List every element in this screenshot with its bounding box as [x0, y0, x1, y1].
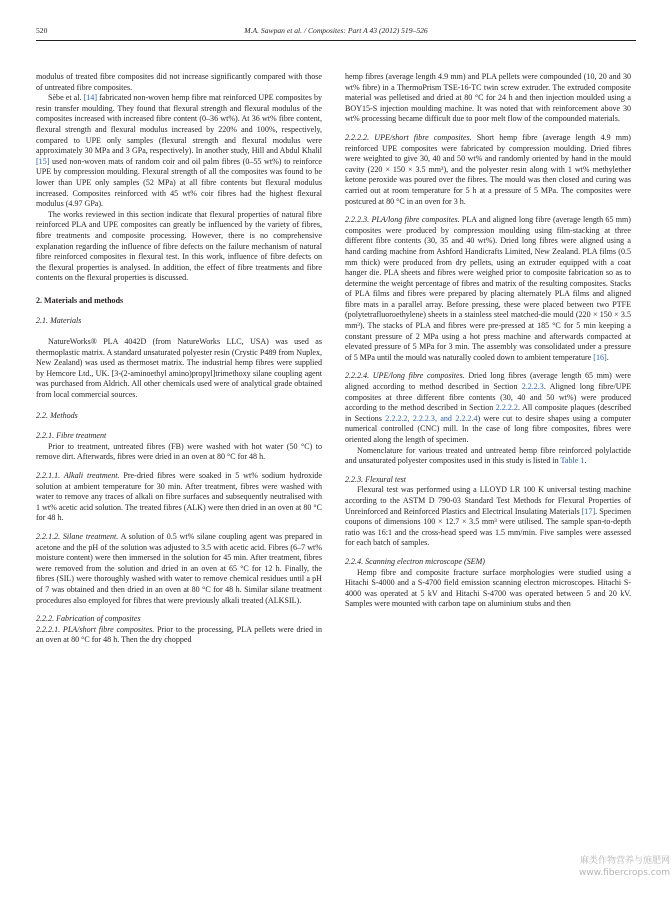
- header-rule: [36, 40, 636, 41]
- paragraph: Prior to treatment, untreated fibres (FB) were washed with hot water (50 °C) to remove dirt. Afterwards, fibres were dried in an oven at 80 °C for 48 h.: [36, 441, 322, 462]
- section-link[interactable]: 2.2.2.3: [521, 382, 544, 392]
- subsection-heading: 2.2. Methods: [36, 410, 78, 420]
- watermark-cn: 麻类作物营养与施肥网: [579, 856, 670, 866]
- page-number: 520: [36, 26, 48, 35]
- paragraph-pla-long: 2.2.2.3. PLA/long fibre composites. PLA and aligned long fibre (average length 65 mm) composites were produced by compression moulding using film-stacking at three different fibre contents (30, 35 and 40 wt%). Dried long fibres were aligned using a hand carding machine from Ashford Handicrafts Limited, New Zealand. PLA films (0.5 mm thick) were produced from dry pellets, using an extruder equipped with a coat hanger die. PLA sheets and fibres were weighed prior to composite fabrication so as to determine the weight percentage of fibres and matrix of the resulting composites. Stacks of PLA films and fibres were prepared by placing alternately PLA films and aligned fibre mats in a parallel array. Before pressing, these were placed between two PTFE (polytetrafluoroethylene) sheets in a stainless steel matched-die mould (220 × 150 × 3.5 mm³). The stacks of PLA and fibres were pre-pressed at 185 °C for 5 min keeping a constant pressure of 2 MPa using a hot press machine and afterwards compacted at elevated pressure of 5 MPa for 3 min. The assembly was consolidated under a pressure of 5 MPa until the mould was naturally cooled down to ambient temperature [16].: [345, 215, 631, 362]
- running-header: [36, 26, 636, 42]
- section-link[interactable]: 2.2.2.2: [495, 403, 518, 413]
- run-in-heading: 2.2.1.1. Alkali treatment.: [36, 471, 120, 480]
- paragraph-pla-short: 2.2.2.1. PLA/short fibre composites. Prior to the processing, PLA pellets were dried in an oven at 80 °C for 48 h. Then the dry chopped: [36, 624, 323, 645]
- paragraph: Hemp fibre and composite fracture surface morphologies were studied using a Hitachi S-4000 and a S-4700 field emission scanning electron microscopes. Hitachi S-4000 was operated at 5 kV and Hitachi S-4700 was operated between 5 and 20 kV. Samples were mounted with carbon tape on aluminium stubs and then: [345, 567, 631, 609]
- watermark-url: www.fibercrops.com: [579, 868, 670, 878]
- paragraph: NatureWorks® PLA 4042D (from NatureWorks LLC, USA) was used as thermoplastic matrix. A standard unsaturated polyester resin (Crystic P489 from Nuplex, New Zealand) was used as thermoset matrix. The industrial hemp fibres were supplied by Hemcore Ltd., UK. [3-(2-aminoethyl amino)propyl]trimethoxy silane coupling agent was purchased from Aldrich. All other chemicals used were of analytical grade obtained from local commercial sources.: [36, 337, 322, 400]
- paragraph-nomenclature: Nomenclature for various treated and untreated hemp fibre reinforced polylactide and unsaturated polyester composites used in this study is listed in Table 1.: [345, 445, 631, 466]
- paragraph-flexural: Flexural test was performed using a LLOYD LR 100 K universal testing machine according to the ASTM D 790-03 Standard Test Methods for Flexural Properties of Unreinforced and Reinforced Plastics and Electrical Insulating Materials [17]. Specimen coupons of dimensions 100 × 12.7 × 3.5 mm³ were utilised. The sample span-to-depth ratio was 16:1 and the cross-head speed was 1.5 mm/min. Five samples were assessed for each batch of samples.: [345, 485, 631, 548]
- citation-link[interactable]: [17]: [581, 506, 596, 516]
- paragraph: hemp fibres (average length 4.9 mm) and PLA pellets were compounded (10, 20 and 30 wt% fibre) in a ThermoPrism TSE-16-TC twin screw extruder. The extruded composite material was pelletised and dried at 80 °C for 24 h and then injection moulded using a BOY15-S injection moulding machine. It was noted that with reinforcement above 30 wt% processing became difficult due to poor melt flow of the compounded materials.: [345, 72, 631, 124]
- section-heading: 2. Materials and methods: [36, 295, 124, 305]
- table-link[interactable]: Table 1: [560, 456, 585, 466]
- paragraph-upe-short: 2.2.2.2. UPE/short fibre composites. Short hemp fibre (average length 4.9 mm) reinforced UPE composites were fabricated by compression moulding. Dried fibres were weighted to give 30, 40 and 50 wt% and randomly oriented by hand in the mould cavity (220 × 150 × 3.5 mm³), and the polyester resin along with 1 wt% methylether ketone peroxide was poured over the fibres. The mould was then closed and curing was carried out at room temperature for 5 h at a pressure of 5 MPa. The composites were postcured at 80 °C in an oven for 3 h.: [345, 132, 631, 206]
- section-link[interactable]: 2.2.2.2, 2.2.2.3, and 2.2.2.4: [385, 413, 478, 423]
- watermark: [470, 855, 670, 879]
- run-in-heading: 2.2.1.2. Silane treatment.: [36, 531, 119, 541]
- run-in-heading: 2.2.2.2. UPE/short fibre composites.: [345, 132, 472, 142]
- paragraph: The works reviewed in this section indicate that flexural properties of natural fibre reinforced PLA and UPE composites can greatly be influenced by the variety of fibres, fibre treatments and composite processing. However, there is no comprehensive explanation regarding the influence of fibre defects on the failure mechanism of natural fibre reinforced composites in flexural test. In this work, influence of fibre defects on the flexural properties is analysed. In addition, the effect of fibre treatments and fibre contents on the flexural properties is discussed.: [36, 209, 322, 283]
- paragraph: modulus of treated fibre composites did not increase significantly compared with those of untreated fibre composites.: [36, 72, 322, 92]
- run-in-heading: 2.2.2.4. UPE/long fibre composites.: [345, 371, 465, 381]
- paragraph-upe-long: 2.2.2.4. UPE/long fibre composites. Dried long fibres (average length 65 mm) were aligned according to method described in Section 2.2.2.3. Aligned long fibre/UPE composites at three different fibre contents (30, 40 and 50 wt%) were produced according to the method described in Section 2.2.2.2. All composite plaques (described in Sections 2.2.2.2, 2.2.2.3, and 2.2.2.4) were cut to desire shapes using a computer numerical controlled (CNC) mill. In the case of long fibre composites, fibres were oriented along the length of specimen.: [345, 371, 631, 444]
- left-column: [36, 72, 322, 646]
- subsection-heading: 2.2.1. Fibre treatment: [36, 431, 107, 441]
- citation-link[interactable]: [16]: [593, 352, 607, 362]
- citation-link[interactable]: [14]: [83, 93, 97, 103]
- subsection-heading: 2.2.2. Fabrication of composites: [36, 614, 141, 624]
- citation-link[interactable]: [15]: [36, 156, 50, 166]
- running-title: M.A. Sawpan et al. / Composites: Part A 43 (2012) 519–526: [244, 26, 428, 35]
- subsection-heading: 2.2.3. Flexural test: [345, 474, 407, 484]
- paragraph-sebe: Sèbe et al. [14] fabricated non-woven hemp fibre mat reinforced UPE composites by resin transfer moulding. They found that flexural strength and flexural modulus of the composites increased with increased fibre content (0–36 wt%). At 36 wt% fibre content, flexural strength and flexural modulus increased by 220% and 100%, respectively, compared to UPE only samples (flexural strength and flexural modulus were approximately 30 MPa and 3 GPa, respectively). In another study, Hill and Abdul Khalil [15] used non-woven mats of random coir and oil palm fibres (0–55 wt%) to reinforce UPE by compression moulding. Flexural strength of all the composites was found to be lower than UPE only samples (52 MPa) at all fibre contents but flexural modulus increased. Composites reinforced with 45 wt% coir fibres had the highest flexural modulus (4.97 GPa).: [36, 93, 322, 209]
- paragraph-silane: 2.2.1.2. Silane treatment. A solution of 0.5 wt% silane coupling agent was prepared in acetone and the pH of the solution was adjusted to 3.5 with acetic acid. Fibres (6–7 wt% moisture content) were then immersed in the solution for 45 min. After treatment, fibres were removed from the solution and dried in an oven at 65 °C for 12 h. Finally, the fibres (SIL) were thoroughly washed with water to remove chemical residues until a pH of 7 was obtained and then dried in an oven at 80 °C for 48 h. Similar silane treatment procedures also employed for fibres that were previously alkali treated (ALKSIL).: [36, 531, 322, 605]
- paragraph-alkali: 2.2.1.1. Alkali treatment. Pre-dried fibres were soaked in 5 wt% sodium hydroxide solution at ambient temperature for 30 min. After treatment, fibres were washed with water to remove any traces of alkali on fibre surfaces and subsequently neutralised with 1 wt% acetic acid solution. The treated fibres (ALK) were then dried in an oven at 80 °C for 48 h.: [36, 471, 323, 523]
- run-in-heading: 2.2.2.3. PLA/long fibre composites.: [345, 215, 460, 225]
- subsection-heading: 2.1. Materials: [36, 316, 82, 326]
- run-in-heading: 2.2.2.1. PLA/short fibre composites.: [36, 624, 155, 634]
- subsection-heading: 2.2.4. Scanning electron microscope (SEM): [345, 556, 485, 566]
- right-column: [345, 72, 631, 610]
